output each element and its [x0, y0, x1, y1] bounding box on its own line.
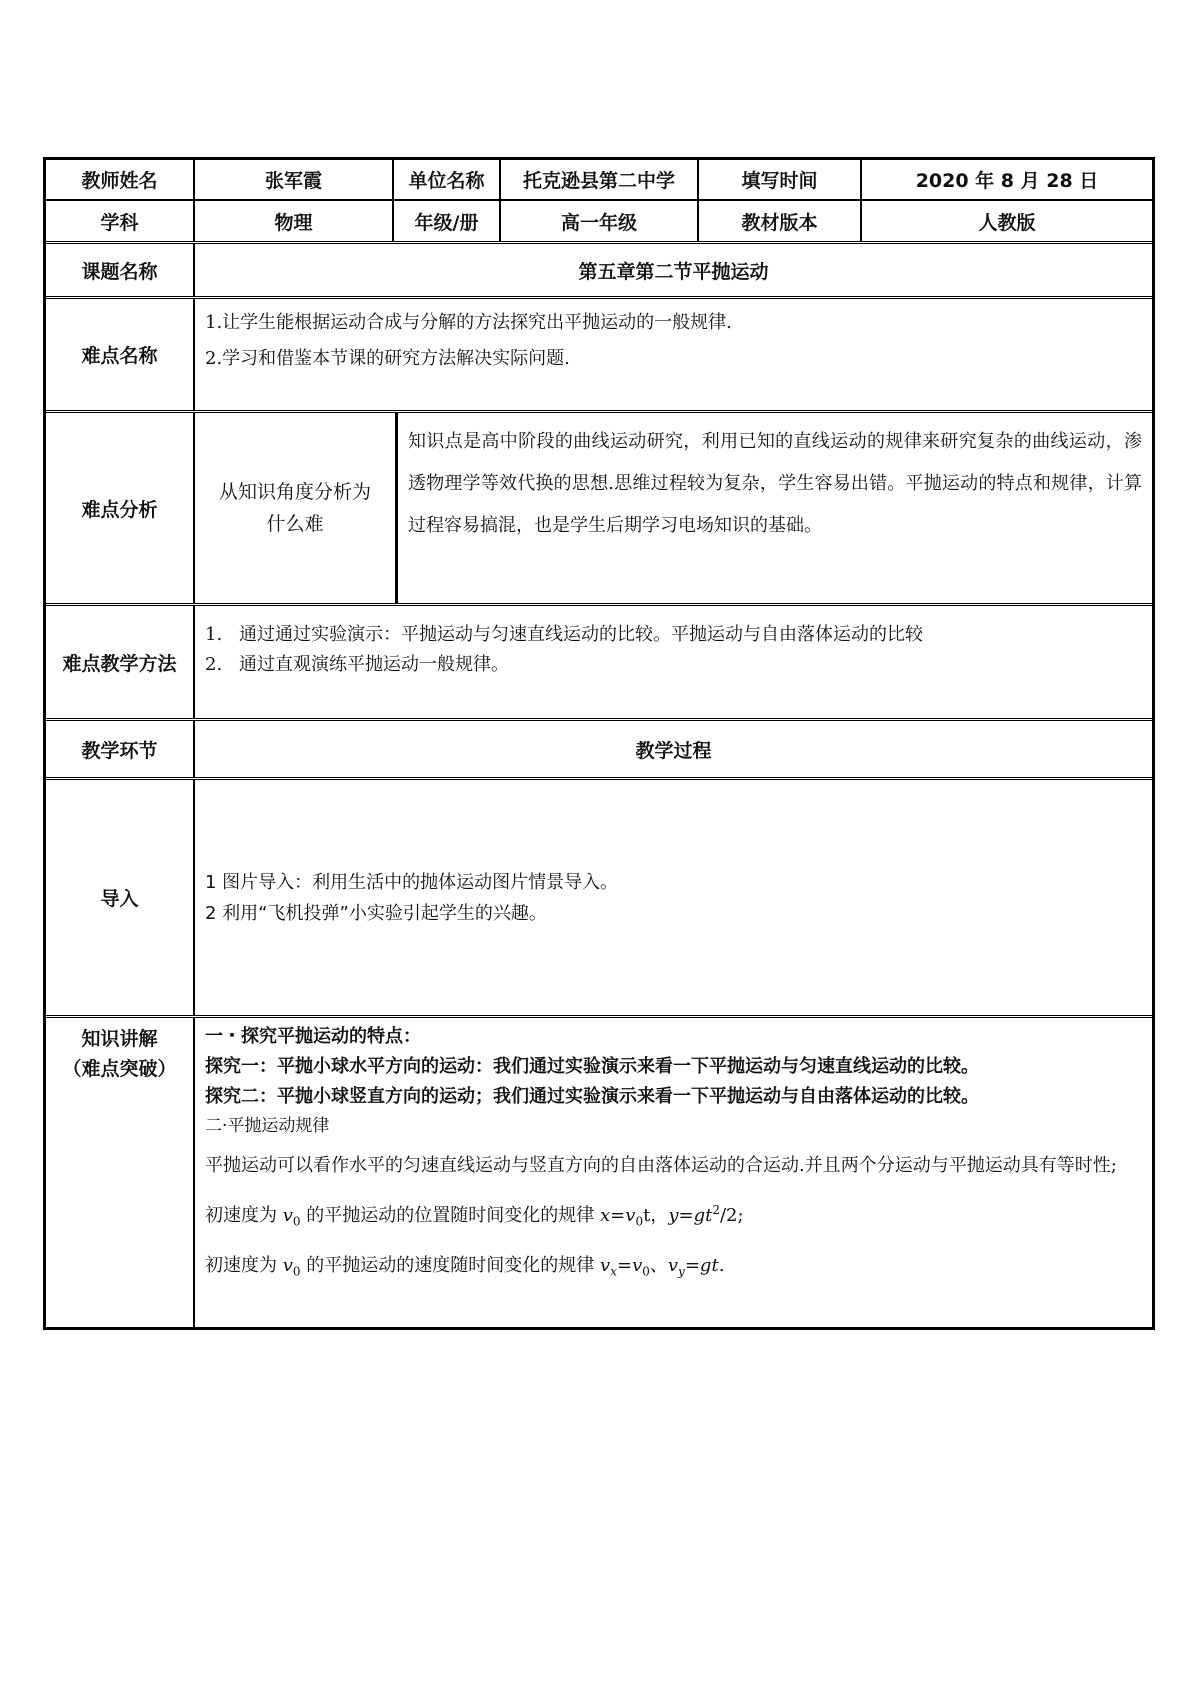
method-item-2-num: 2. — [205, 654, 223, 675]
process-label: 教学环节 — [81, 739, 158, 762]
explore-1: 探究一：平抛小球水平方向的运动：我们通过实验演示来看一下平抛运动与匀速直线运动的比较。 — [205, 1056, 979, 1077]
difficulty-analysis-text: 知识点是高中阶段的曲线运动研究，利用已知的直线运动的规律来研究复杂的曲线运动，渗透物理学等效代换的思想.思维过程较为复杂，学生容易出错。平抛运动的特点和规律，计算过程容易搞混，也是学生后期学习电场知识的基础。 — [395, 413, 1152, 603]
unit-label: 单位名称 — [392, 160, 499, 199]
intro-row — [43, 780, 1155, 1015]
method-item-1-num: 1. — [205, 624, 223, 645]
teaching-method-label: 难点教学方法 — [62, 652, 177, 675]
intro-content — [193, 780, 1152, 1015]
difficulty-analysis-label: 难点分析 — [81, 498, 158, 521]
difficulty-name-label: 难点名称 — [81, 345, 158, 367]
topic-label: 课题名称 — [81, 260, 158, 283]
difficulty-name-content — [193, 299, 1152, 410]
header-row-2 — [43, 199, 1155, 241]
intro-item-2: 2 利用“飞机投弹”小实验引起学生的兴趣。 — [205, 902, 547, 924]
teaching-method-content — [193, 606, 1152, 718]
grade-value: 高一年级 — [499, 201, 697, 241]
teacher-label: 教师姓名 — [81, 170, 158, 192]
knowledge-para-2: 初速度为 $v_0$ 的平抛运动的位置随时间变化的规律 $x=v_0t$，$y=gt^2/2$; — [205, 1203, 744, 1229]
lesson-plan-table — [43, 157, 1155, 1330]
subject-label: 学科 — [100, 211, 139, 234]
topic-value: 第五章第二节平抛运动 — [193, 244, 1152, 296]
knowledge-heading-2: 二·平抛运动规律 — [205, 1116, 330, 1136]
knowledge-label-line2: （难点突破） — [62, 1058, 177, 1080]
edition-value: 人教版 — [860, 201, 1152, 241]
difficulty-analysis-sublabel: 从知识角度分析为什么难 — [193, 413, 395, 603]
intro-item-1: 1 图片导入：利用生活中的抛体运动图片情景导入。 — [205, 871, 619, 893]
para3-mid: 的平抛运动的速度随时间变化的规律 — [306, 1254, 601, 1276]
knowledge-content — [193, 1018, 1152, 1327]
date-value: 2020 年 8 月 28 日 — [860, 160, 1152, 199]
para3-prefix: 初速度为 — [205, 1254, 283, 1276]
para2-mid: 的平抛运动的位置随时间变化的规律 — [306, 1205, 601, 1226]
topic-row — [43, 244, 1155, 296]
method-item-1-text: 通过通过实验演示：平抛运动与匀速直线运动的比较。平抛运动与自由落体运动的比较 — [239, 624, 923, 645]
difficulty-item-1: 1.让学生能根据运动合成与分解的方法探究出平抛运动的一般规律. — [205, 312, 732, 333]
method-item-2 — [205, 650, 509, 680]
teacher-value: 张军霞 — [193, 160, 392, 199]
intro-label: 导入 — [100, 888, 139, 910]
grade-label: 年级/册 — [392, 201, 499, 241]
edition-label: 教材版本 — [697, 201, 860, 241]
difficulty-analysis-row — [43, 413, 1155, 603]
difficulty-name-row — [43, 299, 1155, 410]
explore-2: 探究二：平抛小球竖直方向的运动；我们通过实验演示来看一下平抛运动与自由落体运动的比较。 — [205, 1086, 979, 1107]
teaching-method-row — [43, 606, 1155, 718]
process-header-row — [43, 721, 1155, 777]
date-label: 填写时间 — [697, 160, 860, 199]
unit-value: 托克逊县第二中学 — [499, 160, 697, 199]
knowledge-label — [46, 1018, 193, 1327]
knowledge-label-line1: 知识讲解 — [81, 1028, 158, 1050]
difficulty-item-2: 2.学习和借鉴本节课的研究方法解决实际问题. — [205, 348, 570, 369]
para2-prefix: 初速度为 — [205, 1205, 283, 1226]
process-value: 教学过程 — [193, 721, 1152, 777]
method-item-1 — [205, 620, 923, 650]
knowledge-para-1: 平抛运动可以看作水平的匀速直线运动与竖直方向的自由落体运动的合运动.并且两个分运动与平抛运动具有等时性; — [205, 1155, 1117, 1176]
knowledge-heading-1: 一・探究平抛运动的特点： — [205, 1026, 421, 1047]
subject-value: 物理 — [193, 201, 392, 241]
knowledge-para-3: 初速度为 $v_0$ 的平抛运动的速度随时间变化的规律 $v_x=v_0$、$v_y=gt$. — [205, 1254, 725, 1279]
knowledge-row — [43, 1018, 1155, 1330]
method-item-2-text: 通过直观演练平抛运动一般规律。 — [239, 654, 509, 675]
header-row-1 — [43, 157, 1155, 199]
